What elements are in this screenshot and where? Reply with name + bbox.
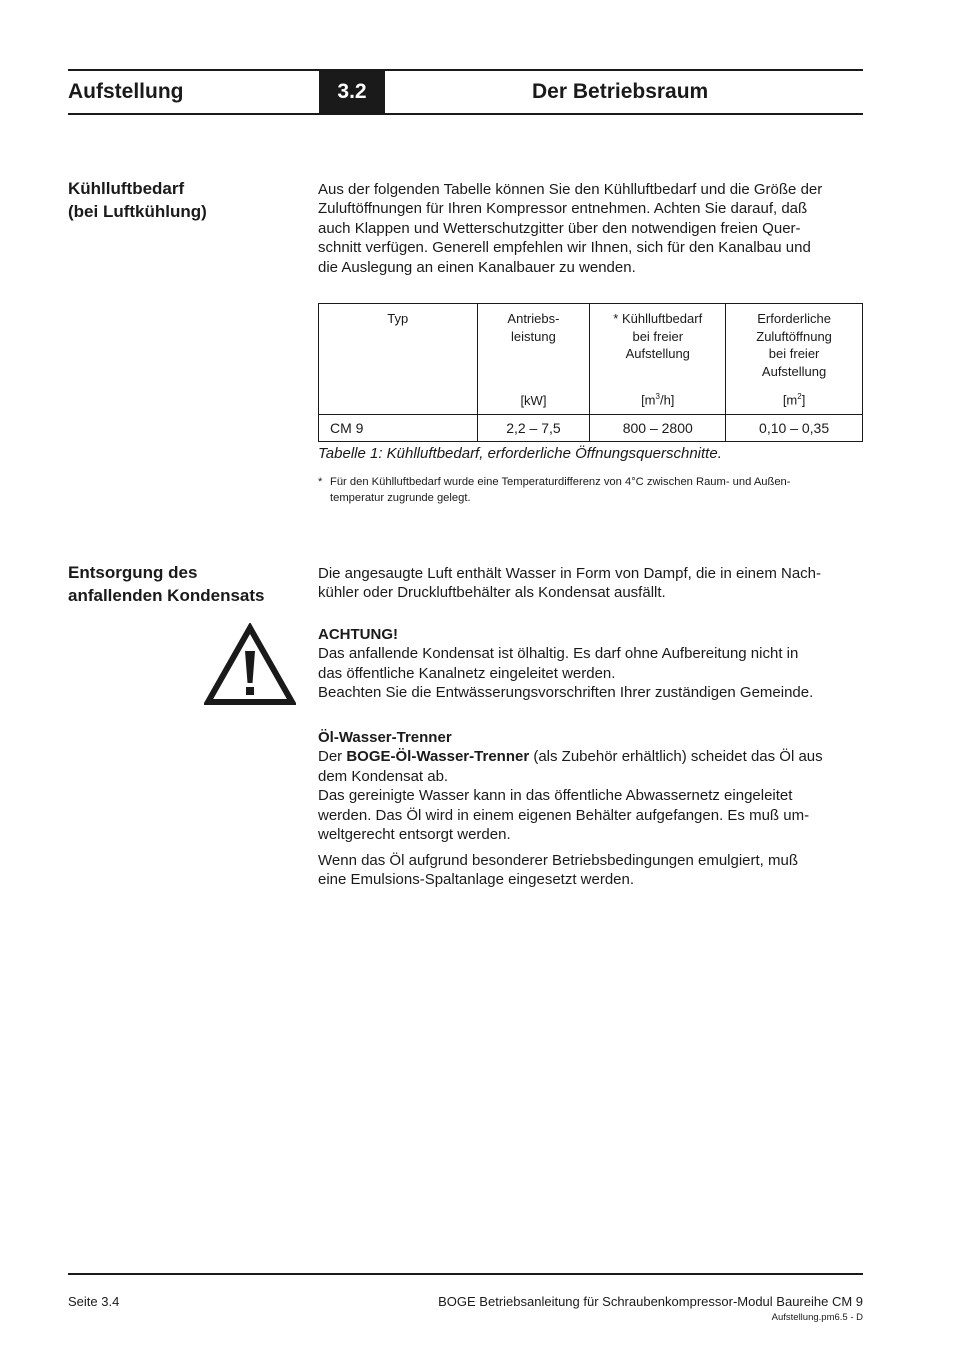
text-line: Das gereinigte Wasser kann in das öffentliche Abwassernetz eingeleitet [318,787,793,805]
footer-rule [68,1273,863,1275]
emulsion-block [318,851,866,890]
text-line: Aus der folgenden Tabelle können Sie den Kühlluftbedarf und die Größe der [318,181,823,198]
cell-kuehlluft: 800 – 2800 [590,415,726,442]
unit-kw: [kW] [520,392,547,408]
file-name: Aufstellung.pm6.5 - D [771,1312,863,1323]
table-footnote [318,475,866,506]
kondensat-intro [318,564,866,603]
footnote-line: temperatur zugrunde gelegt. [330,491,471,504]
text-line: Zuluftöffnungen für Ihren Kompressor entnehmen. Achten Sie darauf, daß [318,200,808,218]
cell-typ: CM 9 [319,415,478,442]
cell-oeffnung: 0,10 – 0,35 [726,415,863,442]
text-line: kühler oder Druckluftbehälter als Kondensat ausfällt. [318,584,666,602]
text-line: Das anfallende Kondensat ist ölhaltig. Es darf ohne Aufbereitung nicht in [318,645,799,663]
table-caption: Tabelle 1: Kühlluftbedarf, erforderliche Öffnungsquerschnitte. [318,445,722,462]
trenner-block [318,728,866,844]
document-title: BOGE Betriebsanleitung für Schraubenkompressor-Modul Baureihe CM 9 [438,1294,863,1309]
table-header-row [319,304,863,415]
header-kuehlluftbedarf: * Kühlluftbedarf bei freier Aufstellung $[m^3/h]$ [590,304,726,415]
cell-leistung: 2,2 – 7,5 [477,415,590,442]
footnote-line: Für den Kühlluftbedarf wurde eine Temperaturdifferenz von 4°C zwischen Raum- und Außen- [330,476,791,488]
section-number: 3.2 [319,70,385,114]
footnote-mark: * [318,476,323,488]
section-heading-kuehlluft [68,177,207,223]
heading-line: Kühlluftbedarf [68,179,185,198]
unit-m2: $[m^2]$ [782,392,806,408]
header-zuluftoeffnung: Erforderliche Zuluftöffnung bei freier Aufstellung $[m^2]$ [726,304,863,415]
text-line: Die angesaugte Luft enthält Wasser in Form von Dampf, die in einem Nach- [318,565,822,582]
heading-line: (bei Luftkühlung) [68,202,207,221]
subheading-oel-wasser-trenner: Öl-Wasser-Trenner [318,729,452,746]
page-number: Seite 3.4 [68,1294,120,1309]
text-line: werden. Das Öl wird in einem eigenen Behälter aufgefangen. Es muß um- [318,806,810,824]
header-top-rule [68,69,863,71]
text-line: das öffentliche Kanalnetz eingeleitet werden. [318,664,616,682]
chapter-title: Aufstellung [68,80,184,103]
header-bottom-rule [68,113,863,115]
text-line: Wenn das Öl aufgrund besonderer Betriebsbedingungen emulgiert, muß [318,852,799,869]
text-line: eine Emulsions-Spaltanlage eingesetzt werden. [318,871,635,889]
section-heading-kondensat [68,561,264,607]
table-row [319,415,863,442]
product-name: BOGE-Öl-Wasser-Trenner [346,748,530,766]
kuehlluft-table [318,303,863,442]
text-line: dem Kondensat ab. [318,767,449,785]
text-line: Der BOGE-Öl-Wasser-Trenner (als Zubehör erhältlich) scheidet das Öl aus [318,748,823,766]
text-line: die Auslegung an einen Kanalbauer zu wenden. [318,258,636,276]
text-line: schnitt verfügen. Generell empfehlen wir Ihnen, sich für den Kanalbau und [318,239,811,257]
text-line: auch Klappen und Wetterschutzgitter über den notwendigen freien Quer- [318,219,801,237]
section-title: Der Betriebsraum [532,80,709,103]
unit-m3h: $[m^3/h]$ [641,392,675,408]
warning-triangle-icon [204,623,296,705]
kuehlluft-intro [318,180,866,277]
header-typ: Typ [319,304,478,415]
heading-line: anfallenden Kondensats [68,586,265,605]
header-antriebsleistung: Antriebs- leistung [kW] [477,304,590,415]
achtung-block [318,625,866,703]
achtung-label: ACHTUNG! [318,626,398,643]
heading-line: Entsorgung des [68,563,198,582]
text-line: Beachten Sie die Entwässerungsvorschriften Ihrer zuständigen Gemeinde. [318,684,814,702]
text-line: weltgerecht entsorgt werden. [318,826,511,844]
